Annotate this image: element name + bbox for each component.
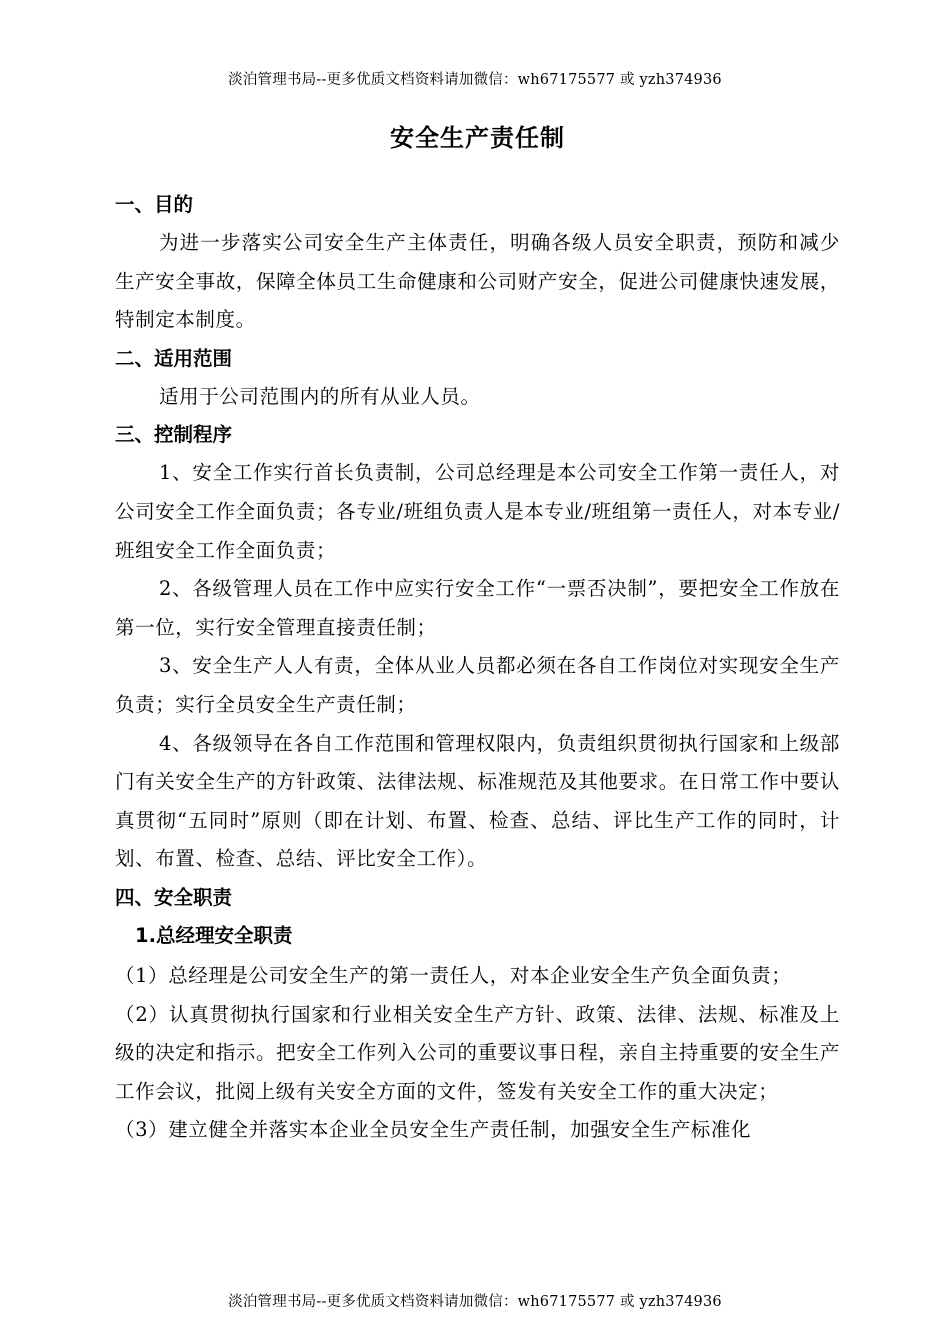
duty-item: （3）建立健全并落实本企业全员安全生产责任制，加强安全生产标准化: [115, 1118, 752, 1142]
duty-item: （1）总经理是公司安全生产的第一责任人，对本企业安全生产负全面负责；: [115, 963, 792, 987]
section-heading-duties: 四、安全职责: [115, 885, 233, 909]
procedure-item: 3、安全生产人人有责，全体从业人员都必须在各自工作岗位对实现安全生产负责；实行全员安全生产责任制；: [115, 654, 840, 716]
section-purpose: [115, 186, 840, 340]
purpose-paragraph: 为进一步落实公司安全生产主体责任，明确各级人员安全职责，预防和减少生产安全事故，保障全体员工生命健康和公司财产安全，促进公司健康快速发展，特制定本制度。: [115, 231, 840, 332]
section-scope: [115, 340, 840, 417]
duty-item: （2）认真贯彻执行国家和行业相关安全生产方针、政策、法律、法规、标准及上级的决定和指示。把安全工作列入公司的重要议事日程，亲自主持重要的安全生产工作会议，批阅上级有关安全方面的文件，签发有关安全工作的重大决定；: [115, 1002, 840, 1103]
section-duties: [115, 879, 840, 1150]
section-heading-purpose: 一、目的: [115, 193, 194, 216]
page-header: 淡泊管理书局--更多优质文档资料请加微信：wh67175577 或 yzh374936: [228, 72, 722, 88]
section-heading-procedure: 三、控制程序: [115, 423, 233, 447]
section-procedure: [115, 416, 840, 879]
subheading-gm-duties: 1.总经理安全职责: [135, 923, 293, 947]
duties-list: [115, 957, 840, 1150]
page-title: 安全生产责任制: [390, 124, 565, 152]
page-footer: 淡泊管理书局--更多优质文档资料请加微信：wh67175577 或 yzh374936: [228, 1294, 722, 1310]
section-heading-scope: 二、适用范围: [115, 346, 233, 370]
procedure-item: 1、安全工作实行首长负责制，公司总经理是本公司安全工作第一责任人，对公司安全工作全面负责；各专业/班组负责人是本专业/班组第一责任人，对本专业/班组安全工作全面负责；: [115, 461, 841, 562]
procedure-item: 2、各级管理人员在工作中应实行安全工作“一票否决制”，要把安全工作放在第一位，实行安全管理直接责任制；: [115, 577, 840, 639]
scope-paragraph: 适用于公司范围内的所有从业人员。: [159, 384, 481, 408]
document-body: [115, 112, 840, 1150]
procedure-item: 4、各级领导在各自工作范围和管理权限内，负责组织贯彻执行国家和上级部门有关安全生产的方针政策、法律法规、标准规范及其他要求。在日常工作中要认真贯彻“五同时”原则（即在计划、布置、检查、总结、评比生产工作的同时，计划、布置、检查、总结、评比安全工作）。: [115, 731, 840, 871]
